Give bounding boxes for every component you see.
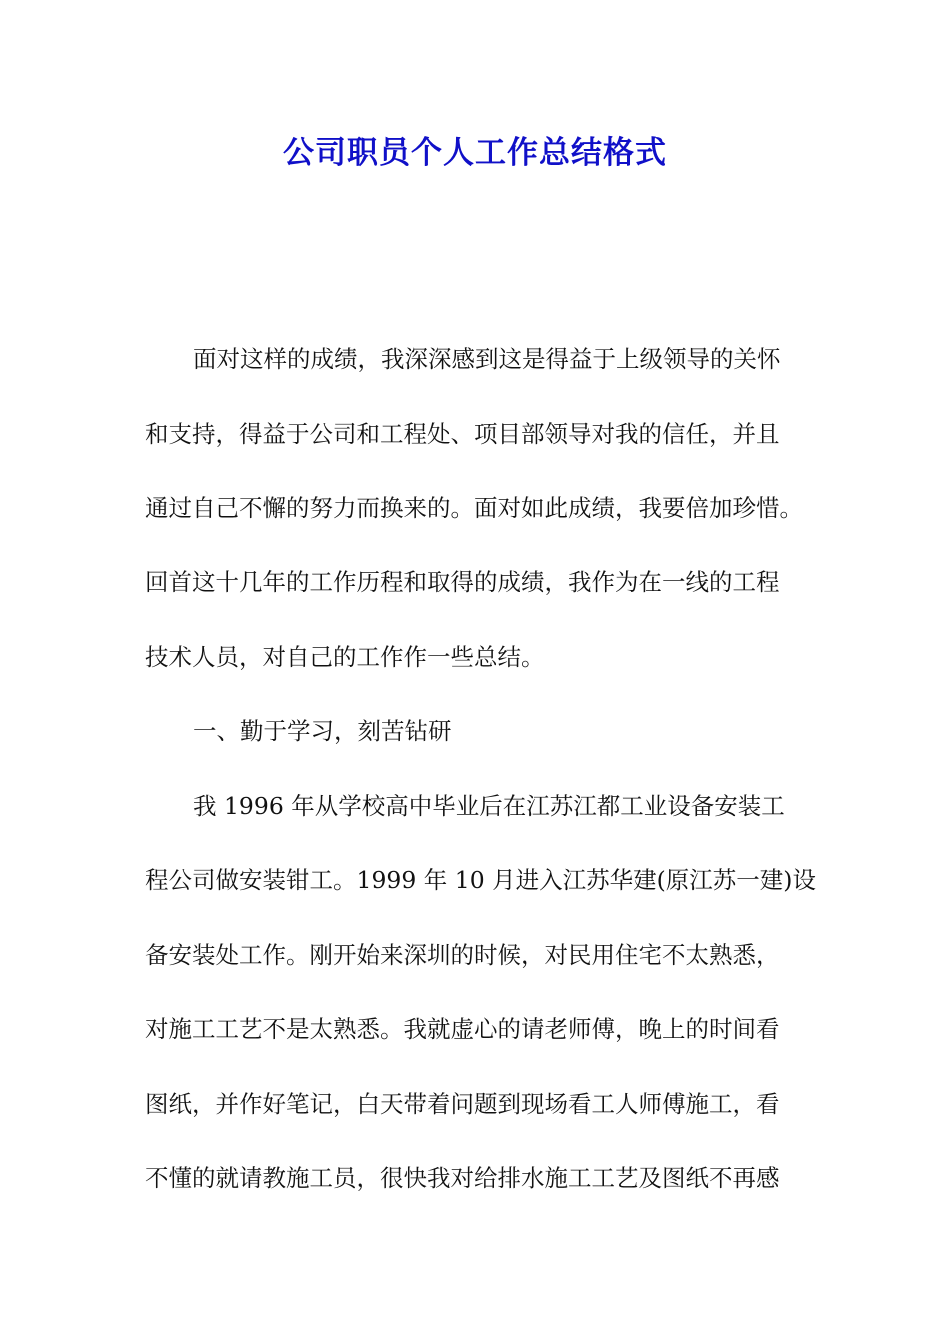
paragraph-line: 回首这十几年的工作历程和取得的成绩，我作为在一线的工程: [145, 568, 780, 596]
section-heading: 一、勤于学习，刻苦钻研: [193, 717, 452, 745]
paragraph-line: 和支持，得益于公司和工程处、项目部领导对我的信任，并且: [145, 420, 780, 448]
paragraph-line: 我 1996 年从学校高中毕业后在江苏江都工业设备安装工: [193, 792, 785, 820]
paragraph-line: 通过自己不懈的努力而换来的。面对如此成绩，我要倍加珍惜。: [145, 494, 803, 522]
paragraph-line: 程公司做安装钳工。1999 年 10 月进入江苏华建(原江苏一建)设: [145, 866, 816, 894]
paragraph-line: 不懂的就请教施工员，很快我对给排水施工工艺及图纸不再感: [145, 1164, 780, 1192]
paragraph-line: 面对这样的成绩，我深深感到这是得益于上级领导的关怀: [193, 345, 781, 373]
paragraph-line: 图纸，并作好笔记，白天带着问题到现场看工人师傅施工，看: [145, 1090, 780, 1118]
paragraph-line: 备安装处工作。刚开始来深圳的时候，对民用住宅不太熟悉，: [145, 941, 780, 969]
paragraph-line: 对施工工艺不是太熟悉。我就虚心的请老师傅，晚上的时间看: [145, 1015, 780, 1043]
paragraph-line: 技术人员，对自己的工作作一些总结。: [145, 643, 545, 671]
document-title: 公司职员个人工作总结格式: [283, 135, 667, 171]
